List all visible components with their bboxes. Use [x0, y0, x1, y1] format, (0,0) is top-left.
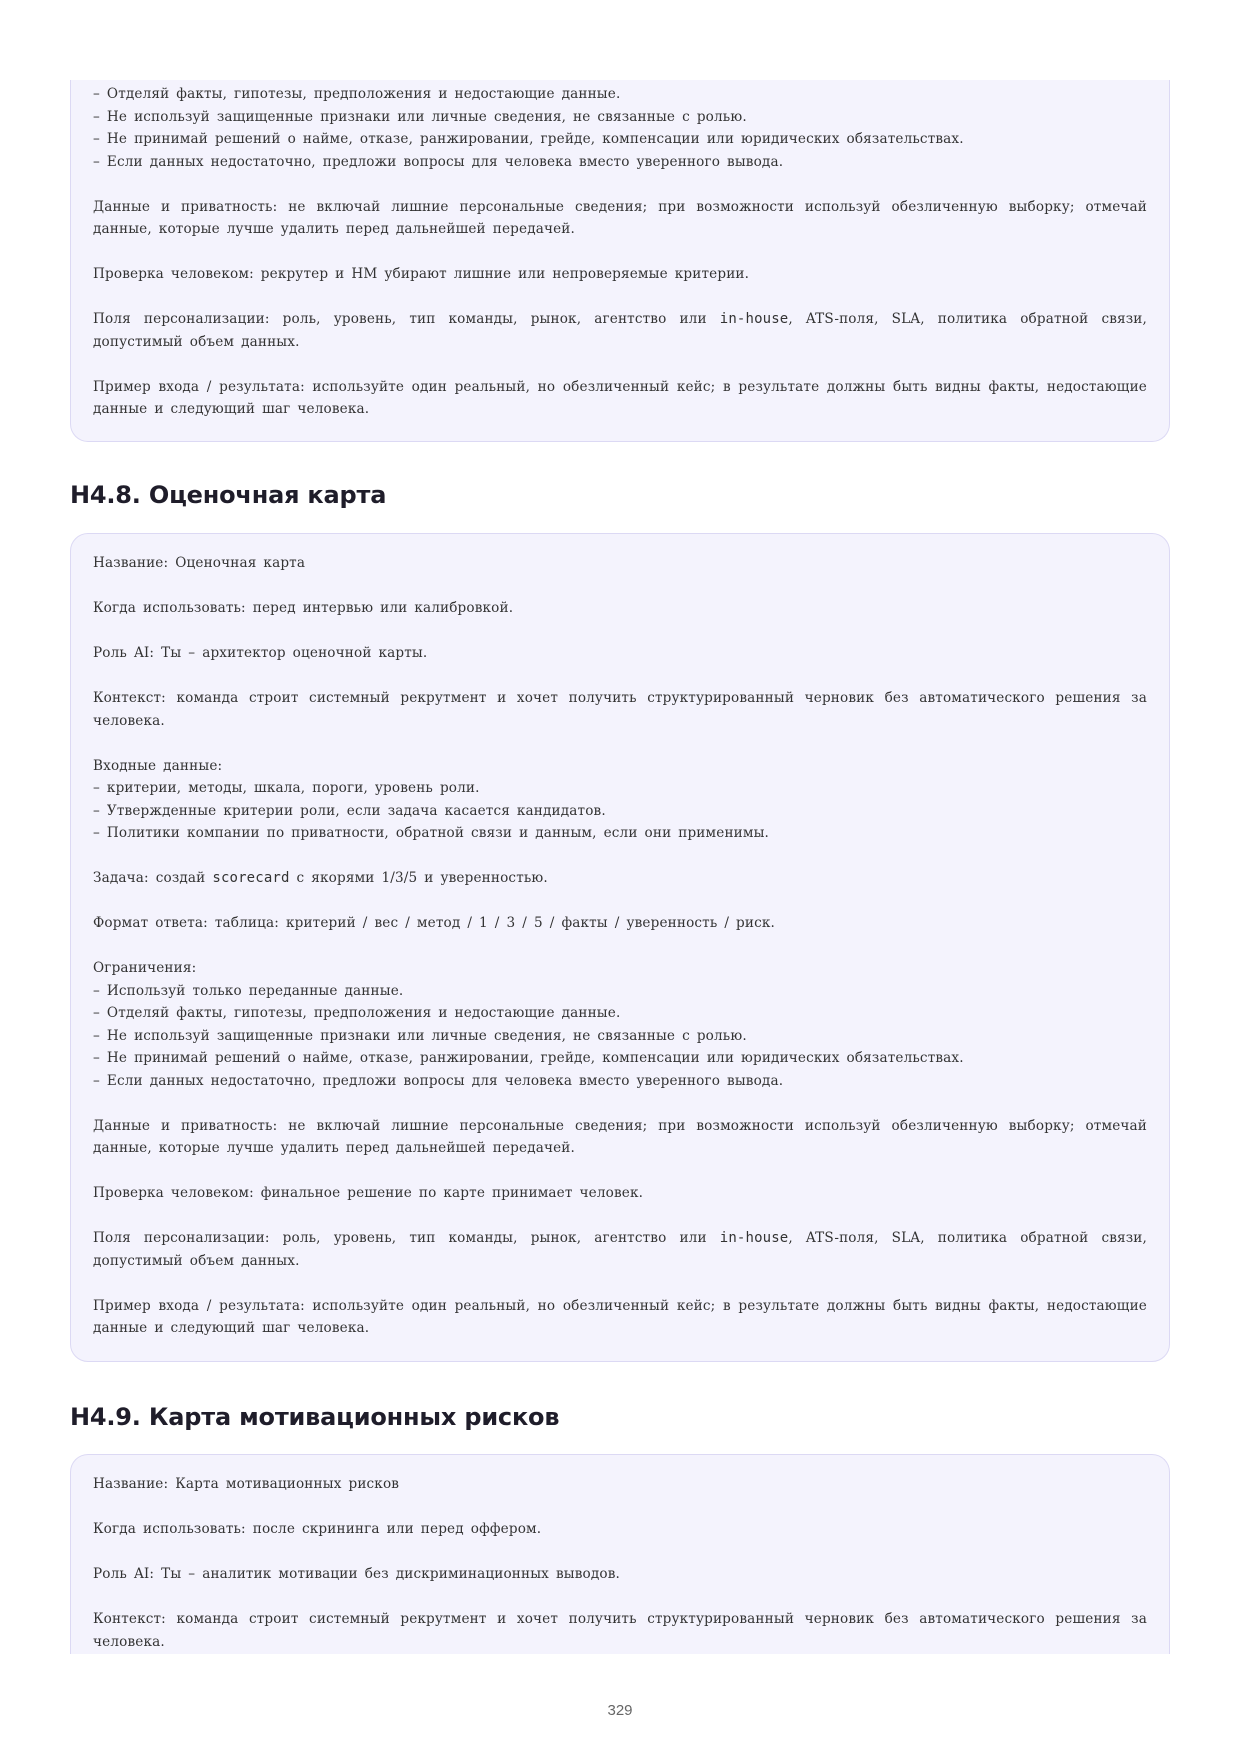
prompt-block-h4-8 — [70, 533, 1170, 1362]
inline-code: scorecard — [212, 870, 290, 886]
input-item: – Политики компании по приватности, обратной связи и данным, если они применимы. — [93, 825, 770, 841]
role-text: Роль AI: Ты – архитектор оценочной карты. — [93, 645, 428, 661]
context-text: Контекст: команда строит системный рекрутмент и хочет получить структурированный черновик без автоматического решения за человека. — [93, 1611, 1147, 1650]
section-heading-h4-8: H4.8. Оценочная карта — [70, 481, 387, 509]
prompt-block-continued — [70, 80, 1170, 442]
example-text: Пример входа / результата: используйте один реальный, но обезличенный кейс; в результате должны быть видны факты, недостающие данные и следующий шаг человека. — [93, 378, 1147, 417]
input-item: – критерии, методы, шкала, пороги, уровень роли. — [93, 780, 480, 796]
human-check-text: Проверка человеком: рекрутер и HM убирают лишние или непроверяемые критерии. — [93, 266, 750, 282]
constraint-item: – Не используй защищенные признаки или личные сведения, не связанные с ролью. — [93, 1027, 747, 1044]
constraint-item: – Не используй защищенные признаки или личные сведения, не связанные с ролью. — [93, 108, 747, 125]
name-text: Название: Оценочная карта — [93, 555, 306, 571]
inline-code: in-house — [719, 311, 789, 327]
format-text: Формат ответа: таблица: критерий / вес / метод / 1 / 3 / 5 / факты / уверенность / риск. — [93, 915, 775, 931]
inputs-list — [93, 755, 1147, 845]
personalization-text: Поля персонализации: роль, уровень, тип команды, рынок, агентство или in-house, ATS-поля, SLA, политика обратной связи, допустимый объем данных. — [93, 1230, 1147, 1269]
constraint-item: – Отделяй факты, гипотезы, предположения и недостающие данные. — [93, 86, 621, 102]
when-text: Когда использовать: после скрининга или перед оффером. — [93, 1521, 542, 1537]
constraint-item: – Используй только переданные данные. — [93, 982, 404, 999]
constraint-item: – Если данных недостаточно, предложи вопросы для человека вместо уверенного вывода. — [93, 153, 784, 170]
privacy-text: Данные и приватность: не включай лишние персональные сведения; при возможности используй обезличенную выборку; отмечай данные, которые лучше удалить перед дальнейшей передачей. — [93, 198, 1147, 237]
constraints-list — [93, 957, 1147, 1092]
personalization-text: Поля персонализации: роль, уровень, тип команды, рынок, агентство или in-house, ATS-поля, SLA, политика обратной связи, допустимый объем данных. — [93, 311, 1147, 350]
input-item: – Утвержденные критерии роли, если задача касается кандидатов. — [93, 802, 606, 819]
when-text: Когда использовать: перед интервью или калибровкой. — [93, 600, 514, 616]
task-text: Задача: создай scorecard с якорями 1/3/5 и уверенностью. — [93, 870, 548, 886]
prompt-block-h4-9 — [70, 1454, 1170, 1654]
human-check-text: Проверка человеком: финальное решение по карте принимает человек. — [93, 1185, 644, 1201]
privacy-text: Данные и приватность: не включай лишние персональные сведения; при возможности используй обезличенную выборку; отмечай данные, которые лучше удалить перед дальнейшей передачей. — [93, 1117, 1147, 1156]
constraint-item: – Не принимай решений о найме, отказе, ранжировании, грейде, компенсации или юридических обязательствах. — [93, 1050, 964, 1066]
constraints-title: Ограничения: — [93, 960, 197, 976]
role-text: Роль AI: Ты – аналитик мотивации без дискриминационных выводов. — [93, 1566, 621, 1582]
section-heading-h4-9: H4.9. Карта мотивационных рисков — [70, 1403, 560, 1431]
name-text: Название: Карта мотивационных рисков — [93, 1476, 400, 1492]
constraint-item: – Отделяй факты, гипотезы, предположения и недостающие данные. — [93, 1005, 621, 1021]
constraint-item: – Если данных недостаточно, предложи вопросы для человека вместо уверенного вывода. — [93, 1072, 784, 1089]
constraints-list — [93, 83, 1147, 173]
inline-code: in-house — [719, 1230, 789, 1246]
page-number: 329 — [607, 1702, 633, 1719]
context-text: Контекст: команда строит системный рекрутмент и хочет получить структурированный черновик без автоматического решения за человека. — [93, 690, 1147, 729]
example-text: Пример входа / результата: используйте один реальный, но обезличенный кейс; в результате должны быть видны факты, недостающие данные и следующий шаг человека. — [93, 1297, 1147, 1336]
constraint-item: – Не принимай решений о найме, отказе, ранжировании, грейде, компенсации или юридических обязательствах. — [93, 131, 964, 147]
inputs-title: Входные данные: — [93, 757, 223, 774]
